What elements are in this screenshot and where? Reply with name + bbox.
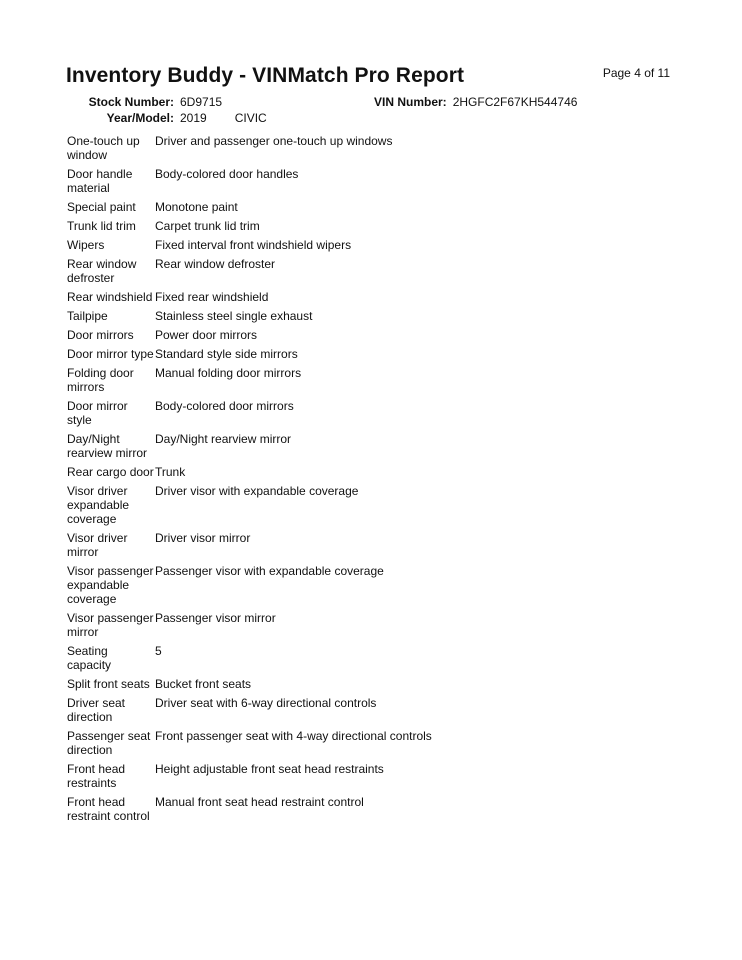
- spec-name: Trunk lid trim: [67, 219, 136, 233]
- spec-row: [67, 465, 587, 479]
- spec-name: Day/Night rearview mirror: [67, 432, 148, 460]
- spec-row: [67, 399, 587, 427]
- spec-row: [67, 677, 587, 691]
- spec-name: Driver seat direction: [67, 696, 126, 724]
- spec-name: Door mirror type: [67, 347, 154, 361]
- stock-number: [80, 95, 222, 109]
- vin-number: [374, 95, 577, 109]
- spec-value: Body-colored door mirrors: [155, 399, 294, 413]
- spec-value: Driver seat with 6-way directional controls: [155, 696, 377, 710]
- spec-name: Visor passenger expandable coverage: [67, 564, 154, 606]
- spec-name: Rear cargo door: [67, 465, 154, 479]
- spec-name: Door mirror style: [67, 399, 128, 427]
- spec-row: [67, 531, 587, 559]
- spec-name: Visor driver expandable coverage: [67, 484, 130, 526]
- spec-row: [67, 564, 587, 606]
- spec-row: [67, 219, 587, 233]
- spec-row: [67, 611, 587, 639]
- spec-row: [67, 366, 587, 394]
- spec-value: Fixed rear windshield: [155, 290, 269, 304]
- spec-row: [67, 644, 587, 672]
- spec-row: [67, 432, 587, 460]
- spec-name: Rear window defroster: [67, 257, 137, 285]
- spec-name: Front head restraint control: [67, 795, 150, 823]
- spec-value: Manual folding door mirrors: [155, 366, 302, 380]
- page-number: Page 4 of 11: [602, 66, 670, 80]
- spec-row: [67, 200, 587, 214]
- spec-row: [67, 257, 587, 285]
- spec-row: [67, 696, 587, 724]
- stock-number-label: Stock Number:: [88, 95, 174, 109]
- spec-row: [67, 347, 587, 361]
- spec-name: Passenger seat direction: [67, 729, 151, 757]
- spec-name: Wipers: [67, 238, 105, 252]
- spec-value: Height adjustable front seat head restraints: [155, 762, 384, 776]
- stock-number-value: 6D9715: [180, 95, 223, 109]
- spec-row: [67, 167, 587, 195]
- spec-value: Carpet trunk lid trim: [155, 219, 260, 233]
- year-model: [80, 111, 267, 125]
- spec-value: 5: [155, 644, 162, 658]
- spec-row: [67, 309, 587, 323]
- spec-name: Folding door mirrors: [67, 366, 134, 394]
- spec-name: Tailpipe: [67, 309, 108, 323]
- spec-name: Door handle material: [67, 167, 133, 195]
- model-value: CIVIC: [234, 111, 267, 125]
- vin-number-label: VIN Number:: [374, 95, 447, 109]
- spec-name: Door mirrors: [67, 328, 134, 342]
- spec-value: Front passenger seat with 4-way directional controls: [155, 729, 432, 743]
- spec-value: Standard style side mirrors: [155, 347, 298, 361]
- spec-name: Front head restraints: [67, 762, 126, 790]
- spec-value: Stainless steel single exhaust: [155, 309, 313, 323]
- spec-value: Manual front seat head restraint control: [155, 795, 364, 809]
- spec-value: Fixed interval front windshield wipers: [155, 238, 352, 252]
- spec-value: Driver and passenger one-touch up windows: [155, 134, 393, 148]
- spec-value: Driver visor mirror: [155, 531, 251, 545]
- spec-row: [67, 290, 587, 304]
- spec-name: Visor passenger mirror: [67, 611, 154, 639]
- spec-row: [67, 795, 587, 823]
- spec-value: Body-colored door handles: [155, 167, 299, 181]
- spec-name: Split front seats: [67, 677, 150, 691]
- spec-list: [67, 134, 587, 828]
- spec-value: Rear window defroster: [155, 257, 276, 271]
- spec-value: Passenger visor mirror: [155, 611, 276, 625]
- spec-value: Bucket front seats: [155, 677, 252, 691]
- spec-value: Power door mirrors: [155, 328, 258, 342]
- spec-value: Passenger visor with expandable coverage: [155, 564, 384, 578]
- spec-row: [67, 238, 587, 252]
- spec-name: Seating capacity: [67, 644, 112, 672]
- spec-value: Day/Night rearview mirror: [155, 432, 292, 446]
- vin-number-value: 2HGFC2F67KH544746: [452, 95, 578, 109]
- spec-name: Rear windshield: [67, 290, 153, 304]
- spec-row: [67, 328, 587, 342]
- year-model-label: Year/Model:: [106, 111, 174, 125]
- spec-row: [67, 134, 587, 162]
- spec-value: Monotone paint: [155, 200, 238, 214]
- spec-value: Trunk: [155, 465, 186, 479]
- spec-row: [67, 762, 587, 790]
- spec-row: [67, 484, 587, 526]
- year-value: 2019: [180, 111, 207, 125]
- spec-value: Driver visor with expandable coverage: [155, 484, 359, 498]
- spec-row: [67, 729, 587, 757]
- spec-name: One-touch up window: [67, 134, 140, 162]
- spec-name: Visor driver mirror: [67, 531, 128, 559]
- spec-name: Special paint: [67, 200, 136, 214]
- report-title: Inventory Buddy - VINMatch Pro Report: [66, 64, 465, 87]
